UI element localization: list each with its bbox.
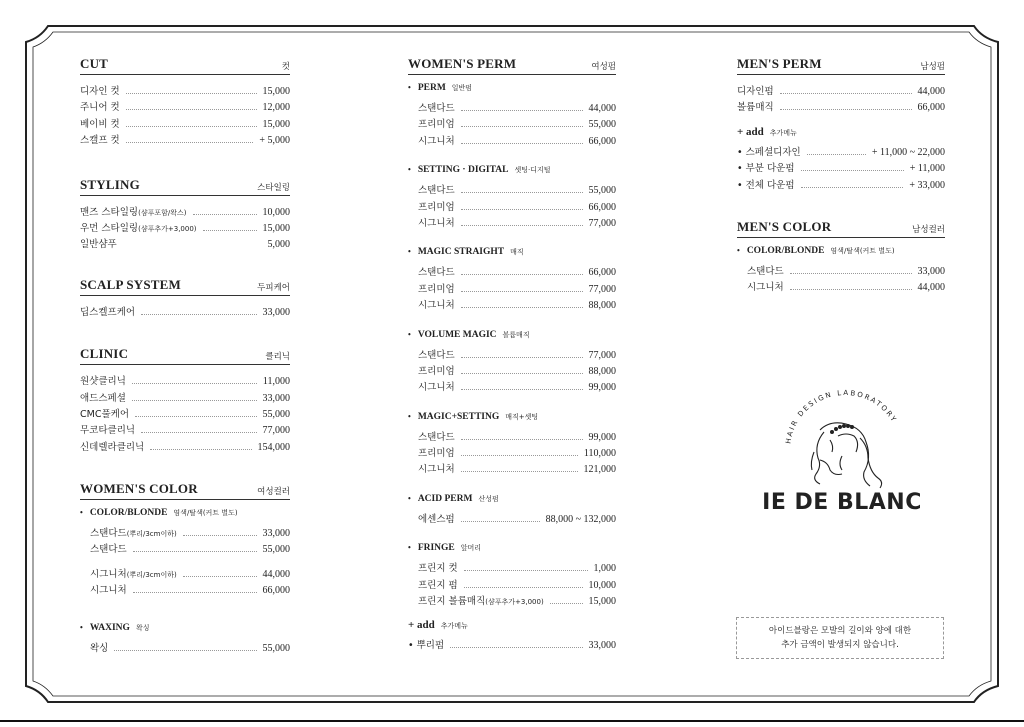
add-menu-heading: + add 추가메뉴 (408, 619, 468, 632)
menu-item: 원샷클리닉 11,000 (80, 376, 290, 388)
menu-item: 디자인펌 44,000 (737, 86, 945, 97)
menu-item: 시그니처 99,000 (418, 382, 616, 394)
notice-line: 추가 금액이 발생되지 않습니다. (781, 640, 899, 650)
bullet-heading: • SETTING · DIGITAL 셋팅·디지털 (408, 165, 551, 176)
menu-item: 시그니처 44,000 (747, 282, 945, 294)
section-header: MEN'S PERM 남성펌 (737, 56, 945, 75)
menu-item: 디자인 컷 15,000 (80, 86, 290, 97)
bullet-heading: • MAGIC STRAIGHT 매직 (408, 247, 524, 258)
perm-group (408, 494, 616, 527)
bullet-heading: • PERM 일반펌 (408, 83, 473, 93)
menu-item: 시그니처 66,000 (90, 585, 290, 597)
section-clinic (80, 346, 290, 455)
bullet-heading: • MAGIC+SETTING 매직+셋팅 (408, 411, 539, 422)
bullet-heading: • ACID PERM 산성펌 (408, 493, 499, 504)
brand-name: IE DE BLANC (762, 490, 922, 515)
menu-item: 왁싱 55,000 (90, 642, 290, 654)
bullet-heading: • COLOR/BLONDE 염색/탈색(커트 별도) (80, 508, 238, 519)
menu-item: CMC풀케어 55,000 (80, 408, 290, 420)
menu-item: 프린지 볼륨매직(샴푸추가+3,000) 15,000 (418, 596, 616, 608)
section-header: MEN'S COLOR 남성컬러 (737, 219, 945, 238)
menu-item: 딥스켈프케어 33,000 (80, 306, 290, 318)
menu-item: 시그니처 66,000 (418, 135, 616, 147)
menu-item: 스탠다드 55,000 (90, 544, 290, 556)
perm-group (408, 83, 616, 149)
notice-line: 아이드블랑은 모발의 길이와 양에 대한 (768, 626, 912, 636)
section-scalp (80, 277, 290, 320)
menu-item: 프리미엄 66,000 (418, 201, 616, 213)
perm-groups (408, 83, 616, 609)
menu-item: 무코타클리닉 77,000 (80, 425, 290, 437)
menu-item: 프리미엄 88,000 (418, 365, 616, 377)
menu-item: 프린지 컷 1,000 (418, 563, 616, 575)
menu-item: 신데렐라클리닉 154,000 (80, 441, 290, 453)
bullet-heading: • VOLUME MAGIC 볼륨매직 (408, 329, 530, 340)
section-header: CLINIC 클리닉 (80, 346, 290, 365)
bullet-heading: • COLOR/BLONDE 염색/탈색(커트 별도) (737, 245, 895, 256)
menu-item: 에센스펌 88,000 ~ 132,000 (418, 513, 616, 525)
menu-item: 일반샴푸 5,000 (80, 239, 290, 251)
notice-box (736, 617, 944, 659)
menu-item: 우먼 스타일링(샴푸추가+3,000) 15,000 (80, 222, 290, 234)
menu-item: • 스페셜디자인 + 11,000 ~ 22,000 (737, 146, 945, 158)
menu-item: 베이비 컷 15,000 (80, 118, 290, 130)
section-womens-color (80, 481, 290, 656)
menu-item: • 전체 다운펌 + 33,000 (737, 179, 945, 191)
menu-item: 스탠다드 33,000 (747, 265, 945, 277)
section-styling (80, 177, 290, 253)
bullet-heading: • FRINGE 앞머리 (408, 543, 482, 554)
svg-text:HAIR DESIGN LABORATORY (784, 389, 898, 444)
menu-item: 맨즈 스타일링(샴푸포함/왁스) 10,000 (80, 206, 290, 218)
menu-item: 주니어 컷 12,000 (80, 102, 290, 114)
bullet-heading: • WAXING 왁싱 (80, 622, 150, 633)
menu-item: 스탠다드 99,000 (418, 431, 616, 443)
menu-item: 스캘프 컷 + 5,000 (80, 135, 290, 147)
bottom-rule (0, 720, 1024, 722)
menu-item: 스탠다드 66,000 (418, 267, 616, 279)
section-header: CUT 컷 (80, 56, 290, 75)
menu-item: 프리미엄 110,000 (418, 448, 616, 460)
section-cut (80, 56, 290, 149)
menu-item: 스탠다드(뿌리/3cm이하) 33,000 (90, 528, 290, 540)
column-left (80, 56, 290, 656)
menu-item: 스탠다드 77,000 (418, 349, 616, 361)
menu-item: 스탠다드 55,000 (418, 185, 616, 197)
menu-item: 프린지 펌 10,000 (418, 579, 616, 591)
perm-group (408, 330, 616, 396)
menu-item: 애드스페셜 33,000 (80, 392, 290, 404)
logo-arc-text: HAIR DESIGN LABORATORY (784, 388, 899, 445)
menu-item: 시그니처 77,000 (418, 217, 616, 229)
menu-item: • 뿌리펌 33,000 (408, 640, 616, 652)
menu-item: 볼륨매직 66,000 (737, 102, 945, 114)
section-header: STYLING 스타일링 (80, 177, 290, 196)
menu-item: 시그니처 121,000 (418, 464, 616, 476)
add-menu-heading: + add 추가메뉴 (737, 125, 797, 138)
perm-group (408, 165, 616, 231)
perm-group (408, 247, 616, 313)
menu-item: 프리미엄 55,000 (418, 119, 616, 131)
menu-item: 시그니처 88,000 (418, 300, 616, 312)
column-right (737, 56, 945, 296)
perm-group (408, 543, 616, 609)
section-header: WOMEN'S PERM 여성펌 (408, 56, 616, 75)
section-header: SCALP SYSTEM 두피케어 (80, 277, 290, 296)
column-middle (408, 56, 616, 654)
perm-group (408, 412, 616, 478)
menu-item: 스탠다드 44,000 (418, 103, 616, 114)
menu-item: 프리미엄 77,000 (418, 283, 616, 295)
section-header: WOMEN'S COLOR 여성컬러 (80, 481, 290, 500)
menu-item: 시그니처(뿌리/3cm이하) 44,000 (90, 568, 290, 580)
menu-item: • 부분 다운펌 + 11,000 (737, 163, 945, 175)
